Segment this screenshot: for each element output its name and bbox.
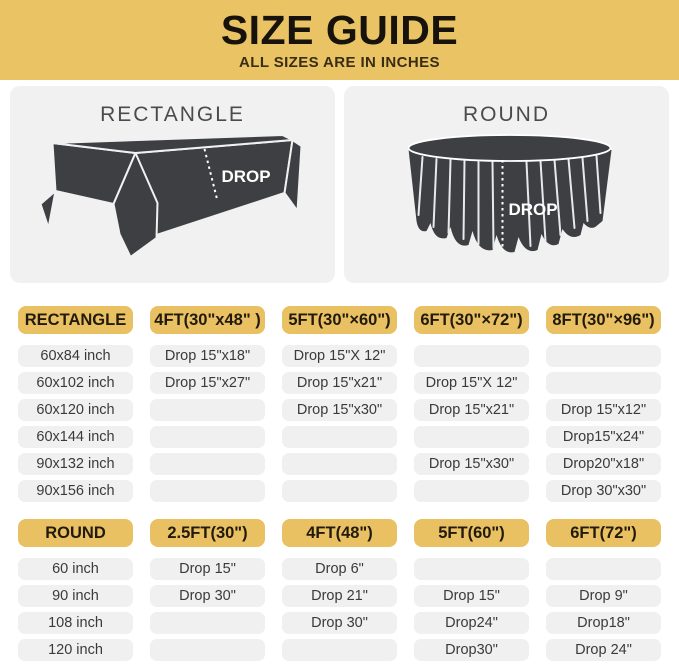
size-cell-pill: Drop 15"x21" xyxy=(282,372,397,394)
size-cell-pill xyxy=(546,372,661,394)
size-cell-pill: 120 inch xyxy=(18,639,133,661)
size-cell-pill: Drop15"x24" xyxy=(546,426,661,448)
rectangle-panel-title: RECTANGLE xyxy=(100,103,245,126)
column-header-pill: 5FT(60") xyxy=(414,519,529,547)
size-cell-pill: Drop 30"x30" xyxy=(546,480,661,502)
size-cell-pill: Drop 15"x30" xyxy=(414,453,529,475)
column-header-pill: 6FT(72") xyxy=(546,519,661,547)
size-cell-pill: Drop 21" xyxy=(282,585,397,607)
size-cell-pill: 90x156 inch xyxy=(18,480,133,502)
size-cell-pill xyxy=(414,558,529,580)
column-header-pill: 5FT(30"×60") xyxy=(282,306,397,334)
size-cell-pill xyxy=(282,480,397,502)
size-cell-pill: Drop 15" xyxy=(414,585,529,607)
size-cell-pill: 108 inch xyxy=(18,612,133,634)
size-cell-pill xyxy=(150,612,265,634)
size-cell-pill: Drop18" xyxy=(546,612,661,634)
size-cell-pill: 60x144 inch xyxy=(18,426,133,448)
size-cell-pill: Drop 6" xyxy=(282,558,397,580)
size-cell-pill: Drop 15"x30" xyxy=(282,399,397,421)
size-cell-pill: Drop 24" xyxy=(546,639,661,661)
size-cell-pill xyxy=(150,480,265,502)
size-cell-pill: Drop 15"x18" xyxy=(150,345,265,367)
round-size-table xyxy=(0,519,679,661)
header-banner xyxy=(0,0,679,80)
size-cell-pill: 60x84 inch xyxy=(18,345,133,367)
round-tablecloth-illustration xyxy=(344,131,669,281)
rectangle-size-table xyxy=(0,306,679,502)
size-cell-pill: Drop24" xyxy=(414,612,529,634)
size-cell-pill: Drop30" xyxy=(414,639,529,661)
size-cell-pill xyxy=(546,558,661,580)
size-cell-pill: Drop 15" xyxy=(150,558,265,580)
size-cell-pill: Drop 30" xyxy=(282,612,397,634)
size-cell-pill: Drop 15"X 12" xyxy=(282,345,397,367)
round-panel-title: ROUND xyxy=(463,103,550,126)
size-cell-pill: 60 inch xyxy=(18,558,133,580)
size-cell-pill xyxy=(282,453,397,475)
column-header-pill: 8FT(30"×96") xyxy=(546,306,661,334)
page-title: SIZE GUIDE xyxy=(220,7,459,53)
round-drop-label: DROP xyxy=(508,200,558,219)
size-cell-pill xyxy=(150,426,265,448)
column-header-pill: RECTANGLE xyxy=(18,306,133,334)
size-cell-pill: Drop 15"x21" xyxy=(414,399,529,421)
size-cell-pill xyxy=(282,639,397,661)
size-cell-pill xyxy=(546,345,661,367)
round-tablecloth-shape xyxy=(409,135,612,252)
size-cell-pill: Drop 9" xyxy=(546,585,661,607)
size-cell-pill: Drop 30" xyxy=(150,585,265,607)
size-cell-pill: Drop 15"X 12" xyxy=(414,372,529,394)
size-cell-pill xyxy=(414,426,529,448)
column-header-pill: 6FT(30"×72") xyxy=(414,306,529,334)
column-header-pill: ROUND xyxy=(18,519,133,547)
size-cell-pill xyxy=(282,426,397,448)
size-cell-pill: 60x102 inch xyxy=(18,372,133,394)
column-header-pill: 4FT(30"x48" ) xyxy=(150,306,265,334)
illustration-panels xyxy=(0,80,679,283)
page-subtitle: ALL SIZES ARE IN INCHES xyxy=(239,54,440,72)
column-header-pill: 4FT(48") xyxy=(282,519,397,547)
rectangle-tablecloth-illustration xyxy=(10,131,335,281)
rectangle-drop-label: DROP xyxy=(221,167,271,186)
size-cell-pill: Drop 15"x27" xyxy=(150,372,265,394)
size-cell-pill xyxy=(414,345,529,367)
size-cell-pill: Drop20"x18" xyxy=(546,453,661,475)
round-illustration-panel xyxy=(344,86,669,283)
size-cell-pill: Drop 15"x12" xyxy=(546,399,661,421)
size-cell-pill: 90 inch xyxy=(18,585,133,607)
size-cell-pill xyxy=(150,453,265,475)
size-cell-pill xyxy=(150,639,265,661)
size-cell-pill: 90x132 inch xyxy=(18,453,133,475)
rectangle-illustration-panel xyxy=(10,86,335,283)
size-cell-pill xyxy=(414,480,529,502)
rectangle-tablecloth-shape xyxy=(41,135,302,257)
size-cell-pill xyxy=(150,399,265,421)
size-cell-pill: 60x120 inch xyxy=(18,399,133,421)
column-header-pill: 2.5FT(30") xyxy=(150,519,265,547)
